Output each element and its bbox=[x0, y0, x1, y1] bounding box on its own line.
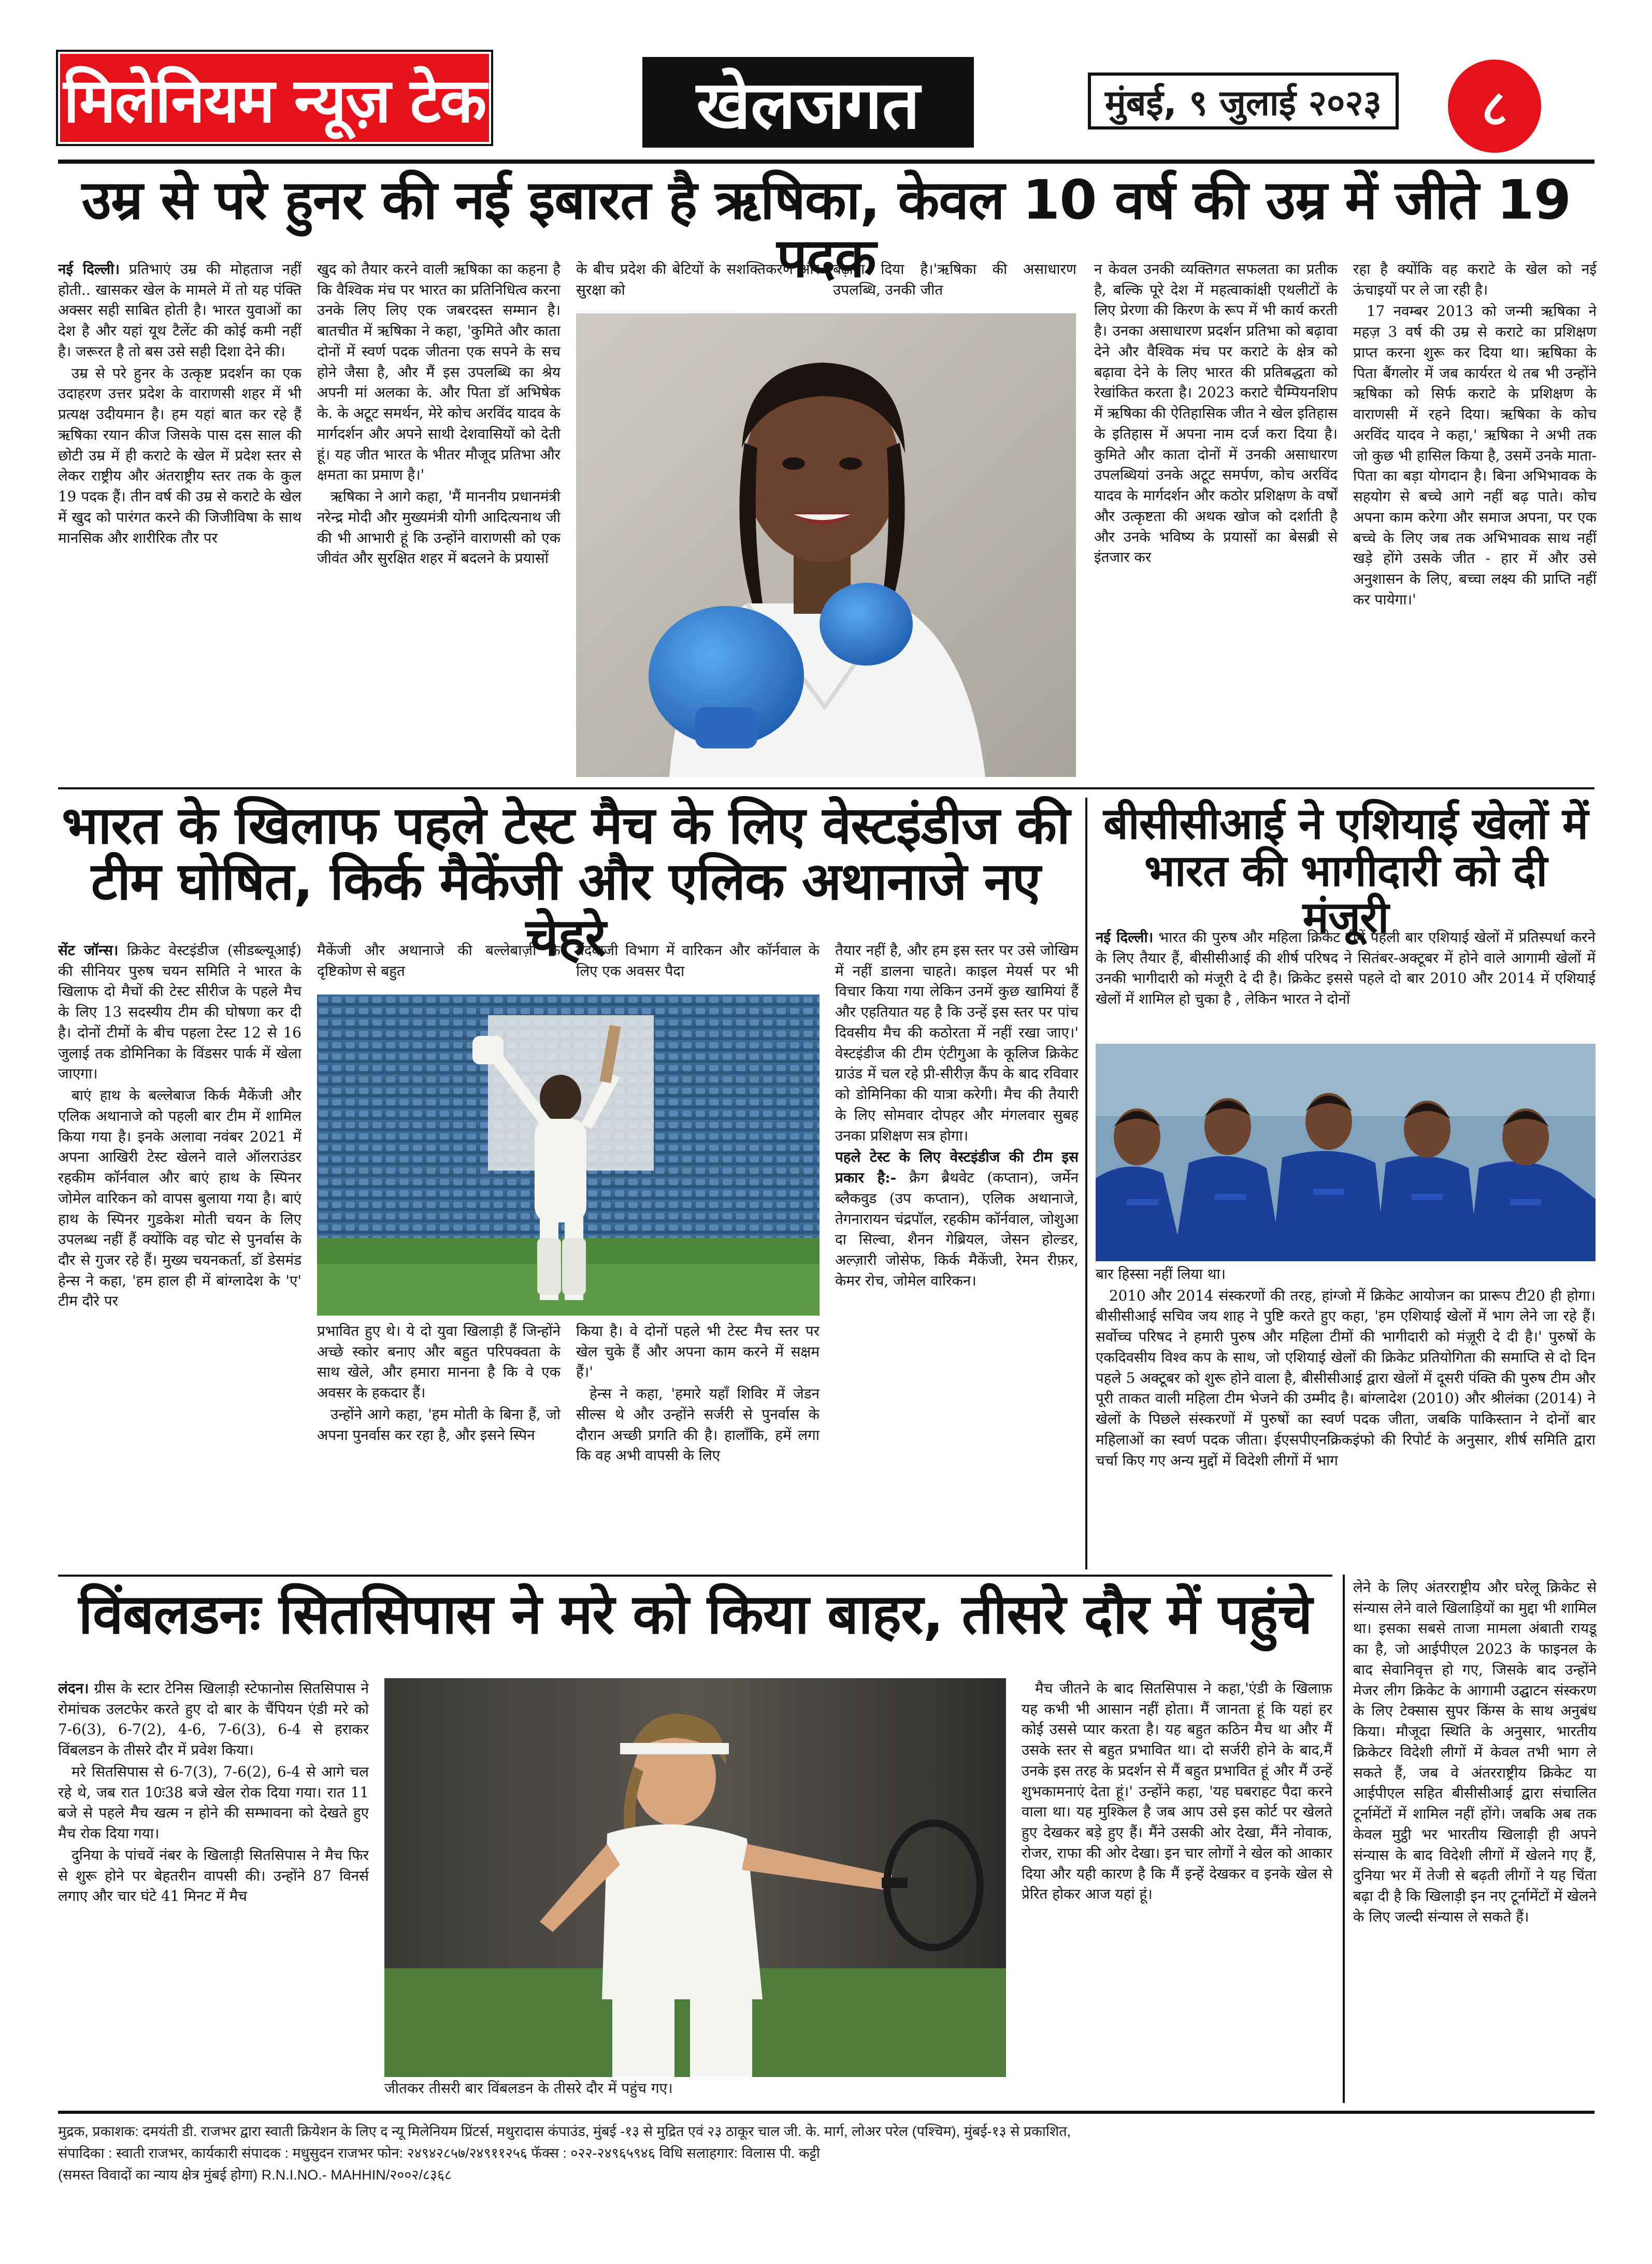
paragraph: बार हिस्सा नहीं लिया था। bbox=[1096, 1265, 1226, 1282]
paragraph: दुनिया के पांचवें नंबर के खिलाड़ी सितसिपास ने मैच फिर से शुरू होने पर बेहतरीन वापसी की। उन्होंने 87 विनर्स लगाए और चार घंटे 41 मिनट में मैच bbox=[58, 1846, 369, 1905]
westindies-col-2-top bbox=[317, 940, 561, 987]
dateline: नई दिल्ली। bbox=[58, 261, 120, 278]
paragraph: न केवल उनकी व्यक्तिगत सफलता का प्रतीक है, बल्कि पूरे देश में महत्वाकांक्षी एथलीटों के लिए प्रेरणा की किरण के रूप में भी कार्य करती है। उनका असाधारण प्रदर्शन प्रतिभा को बढ़ावा देने और वैश्विक मंच पर कराटे के क्षेत्र को बढ़ावा देने के लिए भारत की प्रतिबद्धता को रेखांकित करता है। 2023 कराटे चैम्पियनशिप में ऋषिका की ऐतिहासिक जीत ने खेल इतिहास के इतिहास में अपना नाम दर्ज करा दिया है। कुमिते और काता दोनों में उनकी असाधारण उपलब्धियां उनके अटूट समर्पण, कोच अरविंद यादव के मार्गदर्शन और कठोर प्रशिक्षण के वर्षों और उत्कृष्टता की अथक खोज को दर्शाती है और उनके भविष्य के प्रयासों का बेसब्री से इंतजार कर bbox=[1094, 261, 1338, 566]
rishika-col-2 bbox=[317, 259, 561, 782]
bcci-continuation bbox=[1353, 1577, 1597, 2103]
paragraph: ऋषिका ने आगे कहा, 'मैं माननीय प्रधानमंत्री नरेन्द्र मोदी और मुख्यमंत्री योगी आदित्यनाथ जी की भी आभारी हूं कि उन्होंने वाराणसी को एक जीवंत और सुरक्षित शहर में बदलने के प्रयासों bbox=[317, 488, 561, 567]
karate-girl-photo bbox=[576, 313, 1076, 777]
paragraph: लेने के लिए अंतरराष्ट्रीय और घरेलू क्रिकेट से संन्यास लेने वाले खिलाड़ियों का मुद्दा भी शामिल था। इसका सबसे ताजा मामला अंबाती रायडू का है, जो आईपीएल 2023 के फाइनल के बाद सेवानिवृत्त हो गए, जिसके बाद उन्होंने मेजर लीग क्रिकेट के आगामी उद्घाटन संस्करण के लिए टेक्सास सुपर किंग्स के साथ अनुबंध किया। मौजूदा स्थिति के अनुसार, भारतीय क्रिकेटर विदेशी लीगों में केवल तभी भाग ले सकते हैं, जब वे अंतरराष्ट्रीय क्रिकेट या आईपीएल सहित बीसीसीआई द्वारा संचालित टूर्नामेंटों में शामिल नहीं होंगे। जबकि अब तक केवल मुट्ठी भर भारतीय खिलाड़ी ही अपने संन्यास के बाद विदेशी लीगों में खेलने गए हैं, दुनिया भर में तेजी से बढ़ती लीगों ने यह चिंता बढ़ा दी है कि खिलाड़ी इन नए टूर्नामेंटों में खेलने के लिए जल्दी संन्यास ले सकते हैं। bbox=[1353, 1579, 1597, 1925]
paragraph: तैयार नहीं है, और हम इस स्तर पर उसे जोखिम में नहीं डालना चाहते। काइल मेयर्स पर भी विचार किया गया लेकिन उनमें कुछ खामियां हैं और एहतियात यह है कि उन्हें इस स्तर पर पांच दिवसीय मैच की कठोरता में नहीं रखा जाए।' वेस्टइंडीज की टीम एंटीगुआ के कूलिज क्रिकेट ग्राउंड में चल रहे प्री-सीरीज़ कैंप के बाद रविवार को डोमिनिका की यात्रा करेगी। मैच की तैयारी के लिए सोमवार दोपहर और मंगलवार सुबह उनका प्रशिक्षण सत्र होगा। bbox=[835, 942, 1079, 1144]
column-divider bbox=[1085, 798, 1087, 1569]
wimbledon-photo-caption: जीतकर तीसरी बार विंबलडन के तीसरे दौर में पहुंच गए। bbox=[384, 2080, 673, 2097]
westindies-col-3-top bbox=[576, 940, 820, 987]
headline-line: बीसीसीआई ने एशियाई खेलों में bbox=[1103, 798, 1588, 849]
rishika-col-1 bbox=[58, 259, 301, 782]
paragraph: मैच जीतने के बाद सितसिपास ने कहा,'एंडी के खिलाफ़ यह कभी भी आसान नहीं होता। मैं जानता हूं कि यहां हर कोई उससे प्यार करता है। यह बहुत कठिन मैच था और मैं उसके स्तर से बहुत प्रभावित था। दो सर्जरी होने के बाद,मैं उनके इस तरह के प्रदर्शन से मैं बहुत प्रभावित हूं और मैं उन्हें शुभकामनाएं देता हूं।' उन्होंने कहा, 'यह घबराहट पैदा करने वाला था। यह मुश्किल है जब आप उसे इस कोर्ट पर खेलते हुए देखकर बड़े हुए हैं। मैंने उसकी ओर देखा, मैंने नोवाक, रोजर, राफा की ओर देखा। इन चार लोगों ने खेल को आकार दिया और यही कारण है कि मैं इन्हें देखकर व इनके खेल से प्रेरित होकर आज यहां हूं। bbox=[1022, 1680, 1332, 1903]
column-divider bbox=[1343, 1575, 1345, 2103]
paragraph: 17 नवम्बर 2013 को जन्मी ऋषिका ने महज़ 3 वर्ष की उम्र से कराटे का प्रशिक्षण प्राप्त करना शुरू कर दिया था। ऋषिका के पिता बैंगलोर में जब कार्यरत थे तब भी उन्होंने ऋषिका को सिर्फ कराटे के प्रशिक्षण के वाराणसी में रहने दिया। ऋषिका के कोच अरविंद यादव ने कहा,' ऋषिका ने अभी तक जो कुछ भी हासिल किया है, उसमें उनके माता-पिता का बड़ा योगदान है। बिना अभिभावक के सहयोग से बच्चे आगे नहीं बढ़ पाते। कोच अपना काम करेगा और समाज अपना, पर एक बच्चे के लिए जब तक अभिभावक साथ नहीं खड़े होंगे उसके जीत - हार में और उसे अनुशासन के लिए, बच्चा लक्ष्य की प्राप्ति नहीं कर पायेगा।' bbox=[1353, 302, 1597, 608]
rishika-headline: उम्र से परे हुनर की नई इबारत है ऋषिका, केवल 10 वर्ष की उम्र में जीते 19 पदक bbox=[81, 168, 1571, 290]
imprint-line: संपादिका : स्वाती राजभर, कार्यकारी संपादक : मधुसुदन राजभर फोन: २४९४२८५७/२४९११२५६ फॅक्स : ०२२-२४९६५९४६ विधि सलाहगार: विलास पी. कट्टी bbox=[58, 2145, 820, 2161]
divider bbox=[58, 787, 1594, 789]
paragraph: के बीच प्रदेश की बेटियों के सशक्तिकरण और सुरक्षा को bbox=[576, 261, 820, 298]
squad-list: क्रैग ब्रैथवेट (कप्तान), जर्मेन ब्लैकवुड (उप कप्तान), एलिक अथानाजे, तेगनारायन चंद्रपॉल, रहकीम कॉर्नवाल, जोशुआ दा सिल्वा, शैनन गेब्रियल, जेसन होल्डर, अल्ज़ारी जोसेफ, किर्क मैकेंजी, रेमन रीफ़र, केमर रोच, जोमेल वारिकन। bbox=[835, 1169, 1079, 1289]
paragraph: गेंदबाजी विभाग में वारिकन और कॉर्नवाल के लिए एक अवसर पैदा bbox=[576, 942, 820, 979]
section-title: खेलजगत bbox=[642, 57, 974, 148]
paragraph: मरे सितसिपास से 6-7(3), 7-6(2), 6-4 से आगे चल रहे थे, जब रात 10ः38 बजे खेल रोक दिया गया। रात 11 बजे से पहले मैच खत्म न होने की सम्भावना को देखते हुए मैच रोक दिया गया। bbox=[58, 1763, 369, 1842]
footer-rule bbox=[58, 2111, 1594, 2114]
paragraph: उन्होंने आगे कहा, 'हम मोती के बिना हैं, जो अपना पुनर्वास कर रहा है, और इसने स्पिन bbox=[317, 1405, 561, 1444]
paragraph: प्रभावित हुए थे। ये दो युवा खिलाड़ी हैं जिन्होंने अच्छे स्कोर बनाए और बहुत परिपक्वता के साथ खेले, और हमारा मानना है कि वे एक अवसर के हकदार हैं। bbox=[317, 1322, 561, 1402]
imprint bbox=[58, 2121, 1594, 2199]
wimbledon-col-2 bbox=[1022, 1678, 1332, 2103]
paragraph: खुद को तैयार करने वाली ऋषिका का कहना है कि वैश्विक मंच पर भारत का प्रतिनिधित्व करना उनके लिए लिए एक जबरदस्त सम्मान है। बातचीत में ऋषिका ने कहा, 'कुमिते और काता दोनों में स्वर्ण पदक जीतना एक सपने के सच होने जैसा है, और मैं इस उपलब्धि का श्रेय अपनी मां अलका के. और पिता डॉ अभिषेक के. के अटूट समर्थन, मेरे कोच अरविंद यादव के मार्गदर्शन और अपने साथी देशवासियों को देती हूं। यह जीत भारत के भीतर मौजूद प्रतिभा और क्षमता का प्रमाण है।' bbox=[317, 261, 561, 484]
imprint-line: मुद्रक, प्रकाशक: दमयंती डी. राजभर द्वारा स्वाती क्रियेशन के लिए द न्यू मिलेनियम प्रिंटर्स, मथुरादास कंपाउंड, मुंबई -१३ से मुद्रित एवं २३ ठाकूर चाल जी. के. मार्ग, लोअर परेल (पश्चिम), मुंबई-१३ से प्रकाशित, bbox=[58, 2124, 1071, 2139]
westindies-col-2-bottom bbox=[317, 1321, 561, 1569]
headline-line: टीम घोषित, किर्क मैकेंजी और एलिक अथानाजे नए चेहरे bbox=[91, 851, 1041, 968]
paragraph: प्रतिभाएं उम्र की मोहताज नहीं होती.. खासकर खेल के मामले में तो यह पंक्ति अक्सर सही साबित होती है। भारत युवाओं का देश है और यहां यूथ टैलेंट की कोई कमी नहीं है। जरूरत है तो बस उसे सही दिशा देने की। bbox=[58, 261, 301, 360]
cricketer-celebrating-photo bbox=[317, 994, 820, 1316]
paragraph: क्रिकेट वेस्टइंडीज (सीडब्ल्यूआई) की सीनियर पुरुष चयन समिति ने भारत के खिलाफ दो मैचों की टेस्ट सीरीज के पहले मैच के लिए 13 सदस्यीय टीम की घोषणा कर दी है। दोनों टीमों के बीच पहला टेस्ट 12 से 16 जुलाई तक डोमिनिका के विंडसर पार्क में खेला जाएगा। bbox=[58, 942, 301, 1083]
paragraph: बाएं हाथ के बल्लेबाज किर्क मैकेंजी और एलिक अथानाजे को पहली बार टीम में शामिल किया गया है। इनके अलावा नवंबर 2021 में अपना आखिरी टेस्ट खेलने वाले ऑलराउंडर रहकीम कॉर्नवाल और बाएं हाथ के स्पिनर जोमेल वारिकन को वापस बुलाया गया है। बाएं हाथ के स्पिनर गुडकेश मोती चयन के लिए उपलब्ध नहीं हैं क्योंकि वह चोट से पुनर्वास के दौर से गुजर रहे हैं। मुख्य चयनकर्ता, डॉ डेसमंड हेन्स ने कहा, 'हम हाल ही में बांग्लादेश के 'ए' टीम दौरे पर bbox=[58, 1087, 301, 1310]
rishika-col-3-top bbox=[576, 259, 820, 306]
issue-date: मुंबई, ९ जुलाई २०२३ bbox=[1088, 73, 1399, 129]
dateline: नई दिल्ली। bbox=[1096, 929, 1154, 946]
imprint-line: (समस्त विवादों का न्याय क्षेत्र मुंबई होगा) R.N.I.NO.- MAHHIN/२००२/८३६८ bbox=[58, 2167, 452, 2183]
dateline: सेंट जॉन्स। bbox=[58, 942, 119, 959]
westindies-col-3-bottom bbox=[576, 1321, 820, 1569]
brand-logo: मिलेनियम न्यूज़ टेक bbox=[58, 52, 491, 144]
page-number-badge: ८ bbox=[1448, 60, 1541, 153]
divider bbox=[58, 1575, 1332, 1577]
westindies-col-4 bbox=[835, 940, 1079, 1569]
paragraph: 2010 और 2014 संस्करणों की तरह, हांग्जो में क्रिकेट आयोजन का प्रारूप टी20 ही होगा। बीसीसीआई सचिव जय शाह ने पुष्टि करते हुए कहा, 'हम एशियाई खेलों में भाग लेने जा रहे हैं।सर्वोच्च परिषद ने हमारी पुरुष और महिला टीमों की भागीदारी को मंज़ूरी दे दी है।' पुरुषों के एकदिवसीय विश्व कप के साथ, जो एशियाई खेलों की क्रिकेट प्रतियोगिता की समाप्ति से दो दिन पहले 5 अक्टूबर को शुरू होने वाला है, बीसीसीआई द्वारा खेलों में दूसरी पंक्ति की पुरुष टीम और पूरी ताकत वाली महिला टीम भेजने की उम्मीद है। बांग्लादेश (2010) और श्रीलंका (2014) ने खेलों के पिछले संस्करणों में पुरुषों का स्वर्ण पदक जीता, जबकि पाकिस्तान ने दोनों बार महिलाओं का स्वर्ण पदक जीता। ईएसपीएनक्रिकइंफो की रिपोर्ट के अनुसार, शीर्ष समिति द्वारा चर्चा किए गए अन्य मुद्दों में विदेशी लीगों में भाग bbox=[1096, 1287, 1596, 1469]
paragraph: मैकेंजी और अथानाजे की बल्लेबाज़ी के दृष्टिकोण से बहुत bbox=[317, 942, 561, 979]
wimbledon-headline: विंबलडनः सितसिपास ने मरे को किया बाहर, तीसरे दौर में पहुंचे bbox=[78, 1582, 1312, 1646]
headline-line: भारत के खिलाफ पहले टेस्ट मैच के लिए वेस्टइंडीज की bbox=[62, 795, 1070, 856]
bcci-body bbox=[1096, 1264, 1596, 1575]
bcci-intro bbox=[1096, 927, 1596, 1036]
karate-photo-illustration bbox=[576, 313, 1076, 777]
paragraph: हेन्स ने कहा, 'हमारे यहाँ शिविर में जेडन सील्स थे और उन्होंने सर्जरी से पुनर्वास के दौरान अच्छी प्रगति की है। हालाँकि, हमें लगा कि वह अभी वापसी के लिए bbox=[576, 1385, 820, 1464]
team-photo-illustration bbox=[1096, 1044, 1596, 1261]
wimbledon-col-1 bbox=[58, 1678, 369, 2093]
rishika-col-6 bbox=[1353, 259, 1597, 782]
paragraph: उम्र से परे हुनर के उत्कृष्ट प्रदर्शन का एक उदाहरण उत्तर प्रदेश के वाराणसी शहर में भी प्रत्यक्ष उदीयमान है। हम यहां बात कर रहे हैं ऋषिका रयान कीज जिसके पास दस साल की छोटी उम्र में ही कराटे के खेल में प्रदेश स्तर से लेकर राष्ट्रीय और अंतराष्ट्रीय स्तर तक के कुल 19 पदक हैं। तीन वर्ष की उम्र से कराटे के खेल में खुद को पारंगत करने की जिजीविषा के साथ मानसिक और शारीरिक तौर पर bbox=[58, 364, 301, 546]
rishika-col-5 bbox=[1094, 259, 1338, 782]
westindies-col-1 bbox=[58, 940, 301, 1569]
paragraph: किया है। वे दोनों पहले भी टेस्ट मैच स्तर पर खेल चुके हैं और अपना काम करने में सक्षम हैं।' bbox=[576, 1322, 820, 1381]
tennis-photo-illustration bbox=[384, 1678, 1006, 2077]
paragraph: भारत की पुरुष और महिला क्रिकेट टीमें पहली बार एशियाई खेलों में प्रतिस्पर्धा करने के लिए तैयार हैं, बीसीसीआई की शीर्ष परिषद ने सितंबर-अक्टूबर में होने वाले आगामी खेलों में उनकी भागीदारी को मंजूरी दे दी है। क्रिकेट इससे पहले दो बार 2010 और 2014 में एशियाई खेलों में शामिल हो चुका है , लेकिन भारत ने दोनों bbox=[1096, 929, 1596, 1008]
paragraph: रहा है क्योंकि वह कराटे के खेल को नई ऊंचाइयों पर ले जा रही है। bbox=[1353, 261, 1597, 298]
cricket-photo-illustration bbox=[317, 994, 820, 1316]
tennis-player-photo bbox=[384, 1678, 1006, 2077]
headline-line: भारत की भागीदारी को दी मंजूरी bbox=[1144, 845, 1547, 943]
squad-heading: पहले टेस्ट के लिए वेस्टइंडीज की टीम इस प्रकार है:- bbox=[835, 1148, 1079, 1187]
india-women-team-photo bbox=[1096, 1044, 1596, 1261]
paragraph: बढ़ावा दिया है।'ऋषिका की असाधारण उपलब्धि, उनकी जीत bbox=[833, 261, 1076, 298]
rishika-col-4-top bbox=[833, 259, 1076, 306]
masthead-rule bbox=[58, 160, 1594, 164]
dateline: लंदन। bbox=[58, 1680, 89, 1697]
paragraph: ग्रीस के स्टार टेनिस खिलाड़ी स्टेफानोस सितसिपास ने रोमांचक उलटफेर करते हुए दो बार के चैंपियन एंडी मरे को 7-6(3), 6-7(2), 4-6, 7-6(3), 6-4 से हराकर विंबलडन के तीसरे दौर में प्रवेश किया। bbox=[58, 1680, 369, 1759]
